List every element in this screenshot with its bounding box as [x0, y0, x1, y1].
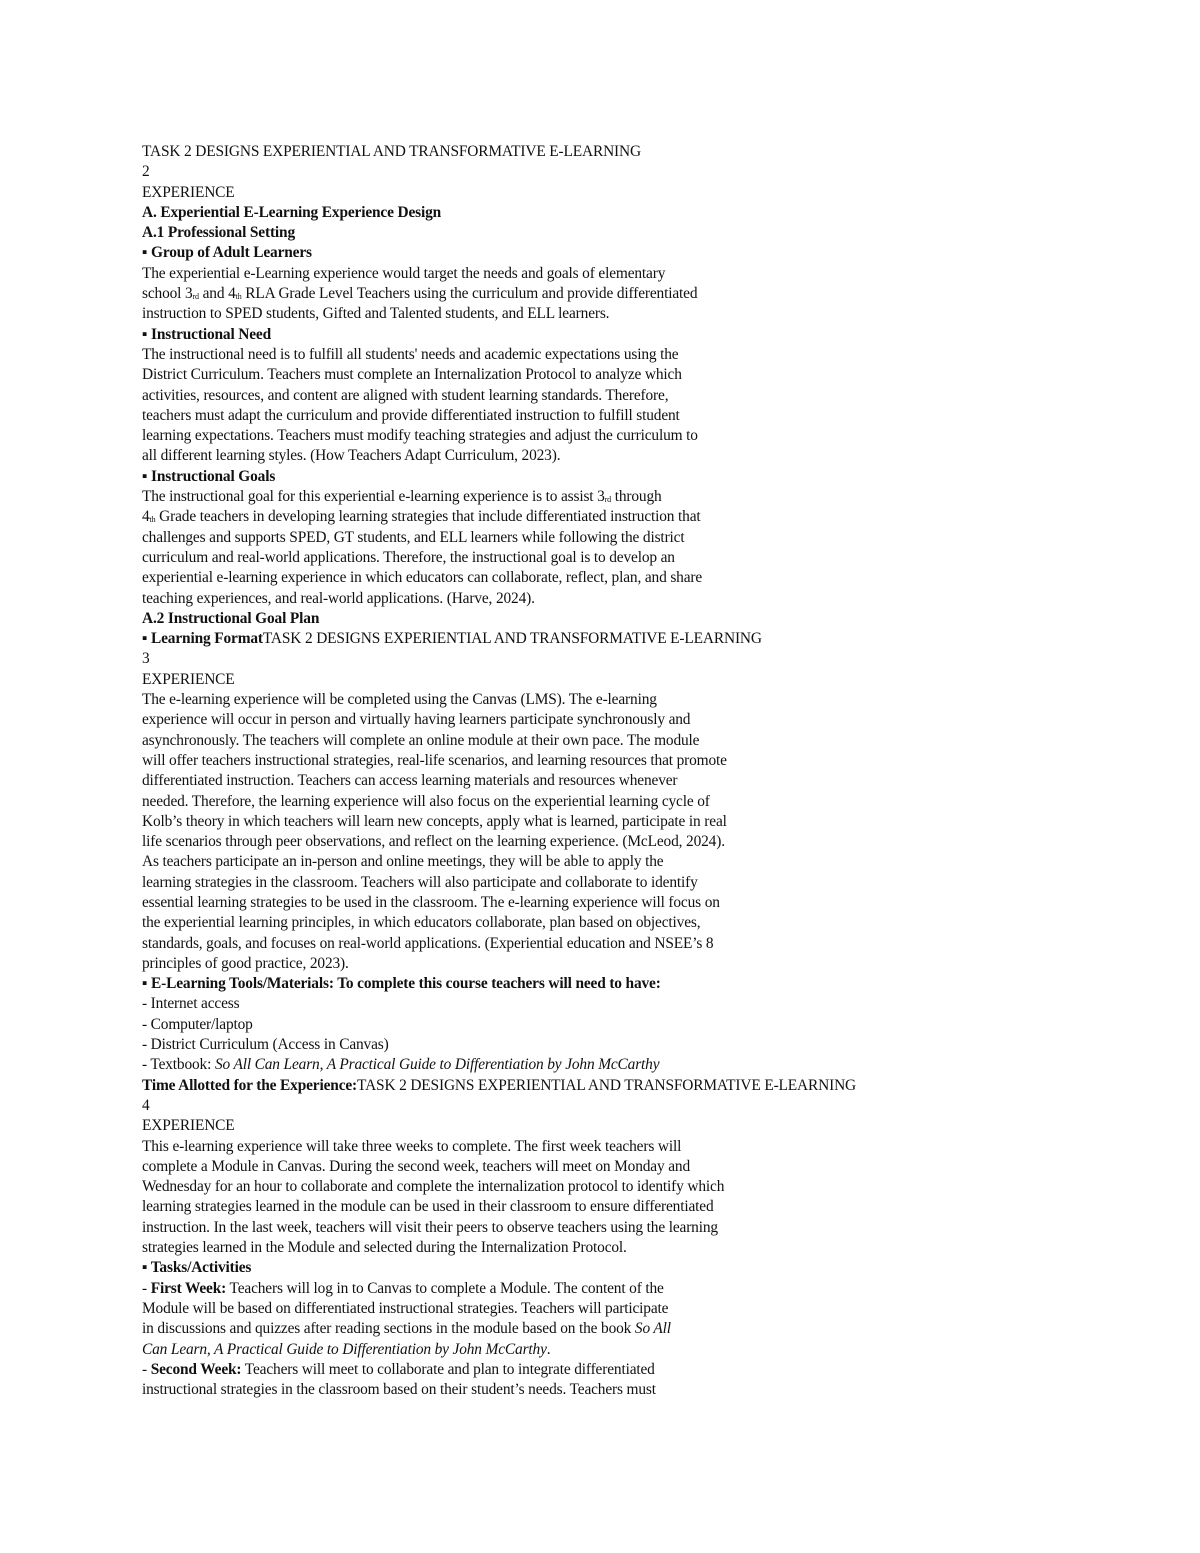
paragraph-line: experiential e-learning experience in which educators can collaborate, reflect, plan, and share: [142, 569, 703, 587]
paragraph-line: - First Week: Teachers will log in to Canvas to complete a Module. The content of the: [142, 1279, 664, 1297]
paragraph-line: needed. Therefore, the learning experience will also focus on the experiential learning cycle of: [142, 792, 710, 810]
paragraph-line: asynchronously. The teachers will complete an online module at their own pace. The module: [142, 731, 700, 749]
paragraph-line: 4th Grade teachers in developing learning strategies that include differentiated instruction that: [142, 508, 701, 526]
list-item: - District Curriculum (Access in Canvas): [142, 1036, 389, 1054]
page-number: 3: [142, 650, 150, 668]
paragraph-line: in discussions and quizzes after reading sections in the module based on the book So All: [142, 1320, 671, 1338]
paragraph-line: experience will occur in person and virtually having learners participate synchronously and: [142, 711, 691, 729]
list-item: - Internet access: [142, 995, 240, 1013]
paragraph-line: District Curriculum. Teachers must complete an Internalization Protocol to analyze which: [142, 366, 682, 384]
paragraph-line: instructional strategies in the classroom based on their student’s needs. Teachers must: [142, 1381, 656, 1399]
paragraph-line: activities, resources, and content are aligned with student learning standards. Therefore,: [142, 386, 669, 404]
paragraph-line: Module will be based on differentiated instructional strategies. Teachers will participate: [142, 1299, 669, 1317]
paragraph-line: standards, goals, and focuses on real-world applications. (Experiential education and NSEE’s 8: [142, 934, 714, 952]
list-item: - Computer/laptop: [142, 1015, 253, 1033]
paragraph-line: challenges and supports SPED, GT students, and ELL learners while following the district: [142, 528, 685, 546]
bullet-heading-format: ▪ Learning FormatTASK 2 DESIGNS EXPERIENTIAL AND TRANSFORMATIVE E-LEARNING: [142, 630, 762, 648]
paragraph-line: essential learning strategies to be used in the classroom. The e-learning experience will focus on: [142, 893, 720, 911]
paragraph-line: The instructional goal for this experiential e-learning experience is to assist 3rd through: [142, 488, 662, 506]
time-heading: Time Allotted for the Experience:TASK 2 DESIGNS EXPERIENTIAL AND TRANSFORMATIVE E-LEARNING: [142, 1076, 857, 1094]
paragraph-line: teaching experiences, and real-world applications. (Harve, 2024).: [142, 589, 535, 607]
paragraph-line: principles of good practice, 2023).: [142, 954, 349, 972]
subsection-heading: A.2 Instructional Goal Plan: [142, 609, 320, 627]
running-header-sub: EXPERIENCE: [142, 183, 235, 201]
paragraph-line: The e-learning experience will be completed using the Canvas (LMS). The e-learning: [142, 691, 657, 709]
paragraph-line: learning expectations. Teachers must modify teaching strategies and adjust the curriculum to: [142, 427, 698, 445]
bullet-heading-goals: ▪ Instructional Goals: [142, 467, 276, 485]
subsection-heading: A.1 Professional Setting: [142, 224, 296, 242]
document-page: [142, 142, 1042, 1400]
bullet-heading-tools: ▪ E-Learning Tools/Materials: To complete this course teachers will need to have:: [142, 975, 661, 993]
paragraph-line: will offer teachers instructional strategies, real-life scenarios, and learning resources that promote: [142, 751, 727, 769]
paragraph-line: Can Learn, A Practical Guide to Differentiation by John McCarthy.: [142, 1340, 551, 1358]
running-header-sub: EXPERIENCE: [142, 670, 235, 688]
bullet-heading-need: ▪ Instructional Need: [142, 325, 272, 343]
paragraph-line: Kolb’s theory in which teachers will learn new concepts, apply what is learned, participate in real: [142, 812, 727, 830]
paragraph-line: learning strategies in the classroom. Teachers will also participate and collaborate to identify: [142, 873, 698, 891]
paragraph-line: Wednesday for an hour to collaborate and complete the internalization protocol to identify which: [142, 1178, 725, 1196]
paragraph-line: differentiated instruction. Teachers can access learning materials and resources whenever: [142, 772, 678, 790]
paragraph-line: The instructional need is to fulfill all students' needs and academic expectations using the: [142, 345, 679, 363]
paragraph-line: This e-learning experience will take three weeks to complete. The first week teachers will: [142, 1137, 682, 1155]
paragraph-line: - Second Week: Teachers will meet to collaborate and plan to integrate differentiated: [142, 1360, 655, 1378]
paragraph-line: the experiential learning principles, in which educators collaborate, plan based on objectives,: [142, 914, 701, 932]
paragraph-line: The experiential e-Learning experience would target the needs and goals of elementary: [142, 264, 666, 282]
paragraph-line: instruction to SPED students, Gifted and Talented students, and ELL learners.: [142, 305, 610, 323]
paragraph-line: teachers must adapt the curriculum and provide differentiated instruction to fulfill student: [142, 406, 680, 424]
paragraph-line: instruction. In the last week, teachers will visit their peers to observe teachers using the learning: [142, 1218, 718, 1236]
paragraph-line: learning strategies learned in the module can be used in their classroom to ensure differentiated: [142, 1198, 714, 1216]
bullet-heading-tasks: ▪ Tasks/Activities: [142, 1259, 252, 1277]
paragraph-line: school 3rd and 4th RLA Grade Level Teachers using the curriculum and provide differentiated: [142, 285, 698, 303]
page-number: 4: [142, 1096, 150, 1114]
paragraph-line: strategies learned in the Module and selected during the Internalization Protocol.: [142, 1239, 627, 1257]
running-header-sub: EXPERIENCE: [142, 1117, 235, 1135]
paragraph-line: curriculum and real-world applications. Therefore, the instructional goal is to develop an: [142, 548, 675, 566]
page-number: 2: [142, 163, 150, 181]
running-header: TASK 2 DESIGNS EXPERIENTIAL AND TRANSFORMATIVE E-LEARNING: [142, 143, 641, 160]
paragraph-line: life scenarios through peer observations, and reflect on the learning experience. (McLeod, 2024).: [142, 833, 725, 851]
paragraph-line: all different learning styles. (How Teachers Adapt Curriculum, 2023).: [142, 447, 561, 465]
section-heading: A. Experiential E-Learning Experience Design: [142, 203, 442, 221]
paragraph-line: As teachers participate an in-person and online meetings, they will be able to apply the: [142, 853, 664, 871]
bullet-heading-group: ▪ Group of Adult Learners: [142, 244, 312, 262]
paragraph-line: complete a Module in Canvas. During the second week, teachers will meet on Monday and: [142, 1157, 690, 1175]
list-item: - Textbook: So All Can Learn, A Practical Guide to Differentiation by John McCarthy: [142, 1056, 660, 1074]
